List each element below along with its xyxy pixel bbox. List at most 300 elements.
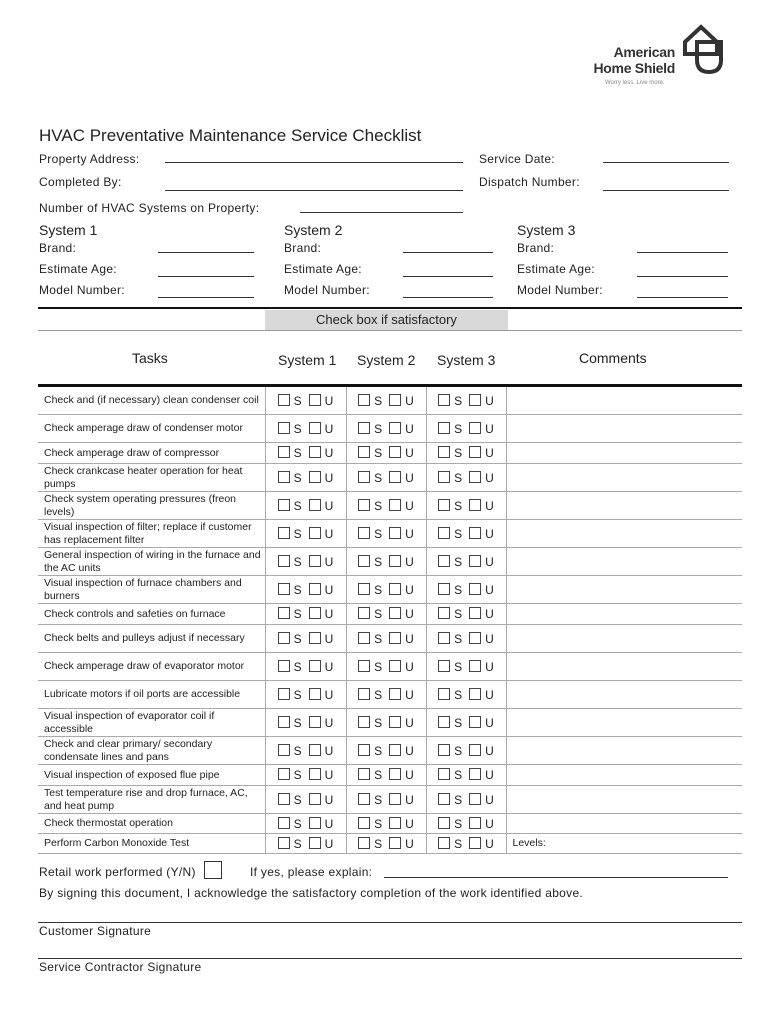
satisfactory-checkbox[interactable] [438, 837, 450, 849]
s-label: S [293, 607, 302, 621]
u-label: U [324, 659, 334, 674]
u-label: U [405, 446, 414, 460]
satisfactory-checkbox[interactable] [438, 817, 450, 829]
s-label: S [374, 743, 383, 758]
system2-model-label: Model Number: [284, 283, 370, 297]
customer-signature-line[interactable] [38, 922, 742, 923]
u-label: U [485, 659, 494, 674]
comment-cell[interactable] [506, 576, 742, 604]
satisfactory-checkbox[interactable] [358, 744, 370, 756]
unsatisfactory-checkbox[interactable] [389, 471, 401, 483]
system3-status-cell [426, 576, 506, 604]
unsatisfactory-checkbox[interactable] [469, 471, 481, 483]
s-label: S [374, 421, 383, 436]
u-label: U [324, 836, 334, 851]
unsatisfactory-checkbox[interactable] [309, 527, 321, 539]
satisfactory-checkbox[interactable] [278, 768, 290, 780]
unsatisfactory-checkbox[interactable] [309, 744, 321, 756]
system3-age-field[interactable] [637, 276, 728, 277]
unsatisfactory-checkbox[interactable] [309, 688, 321, 700]
unsatisfactory-checkbox[interactable] [389, 422, 401, 434]
system3-status-cell [426, 681, 506, 709]
u-label: U [324, 816, 334, 831]
house-shield-icon [681, 24, 727, 76]
satisfactory-checkbox[interactable] [438, 499, 450, 511]
satisfactory-checkbox[interactable] [438, 632, 450, 644]
u-label: U [405, 582, 414, 597]
u-label: U [324, 498, 334, 513]
comment-cell[interactable] [506, 492, 742, 520]
system1-status-cell [265, 386, 346, 415]
system1-status-cell [265, 765, 346, 786]
satisfactory-checkbox[interactable] [438, 768, 450, 780]
unsatisfactory-checkbox[interactable] [309, 768, 321, 780]
system1-status-cell [265, 834, 346, 854]
service-date-field[interactable] [603, 162, 729, 163]
comment-cell[interactable] [506, 786, 742, 814]
satisfactory-checkbox[interactable] [358, 555, 370, 567]
satisfactory-checkbox[interactable] [438, 688, 450, 700]
u-label: U [485, 792, 494, 807]
unsatisfactory-checkbox[interactable] [389, 446, 401, 458]
system3-heading: System 3 [517, 222, 576, 238]
satisfactory-checkbox[interactable] [278, 499, 290, 511]
satisfactory-checkbox[interactable] [278, 394, 290, 406]
unsatisfactory-checkbox[interactable] [309, 394, 321, 406]
unsatisfactory-checkbox[interactable] [309, 716, 321, 728]
satisfactory-checkbox[interactable] [278, 471, 290, 483]
unsatisfactory-checkbox[interactable] [469, 793, 481, 805]
satisfactory-checkbox[interactable] [358, 768, 370, 780]
unsatisfactory-checkbox[interactable] [309, 583, 321, 595]
system1-status-cell [265, 415, 346, 443]
company-logo [575, 24, 735, 94]
comment-cell[interactable] [506, 709, 742, 737]
system2-status-cell [346, 548, 426, 576]
satisfactory-checkbox[interactable] [278, 632, 290, 644]
acknowledgement-text: By signing this document, I acknowledge the satisfactory completion of the work identified above. [39, 886, 584, 900]
system3-model-field[interactable] [637, 297, 728, 298]
satisfactory-checkbox[interactable] [438, 716, 450, 728]
s-label: S [374, 715, 383, 730]
satisfactory-checkbox[interactable] [358, 660, 370, 672]
system3-status-cell [426, 653, 506, 681]
divider [38, 307, 742, 309]
u-label: U [405, 554, 414, 569]
satisfactory-checkbox[interactable] [438, 555, 450, 567]
system1-status-cell [265, 548, 346, 576]
table-row [38, 709, 742, 737]
system2-status-cell [346, 443, 426, 464]
u-label: U [405, 607, 414, 621]
system2-status-cell [346, 625, 426, 653]
comment-cell[interactable] [506, 765, 742, 786]
system1-status-cell [265, 492, 346, 520]
system3-status-cell [426, 443, 506, 464]
unsatisfactory-checkbox[interactable] [389, 555, 401, 567]
tasks-header: Tasks [132, 350, 168, 366]
s-label: S [454, 498, 463, 513]
unsatisfactory-checkbox[interactable] [469, 394, 481, 406]
property-address-field[interactable] [165, 162, 463, 163]
system3-status-cell [426, 386, 506, 415]
retail-work-label: Retail work performed (Y/N) [39, 865, 196, 879]
dispatch-number-label: Dispatch Number: [479, 175, 580, 189]
s-label: S [454, 554, 463, 569]
unsatisfactory-checkbox[interactable] [469, 817, 481, 829]
table-row [38, 415, 742, 443]
system1-model-field[interactable] [158, 297, 254, 298]
unsatisfactory-checkbox[interactable] [469, 446, 481, 458]
task-label: Check amperage draw of compressor [38, 443, 265, 464]
unsatisfactory-checkbox[interactable] [469, 632, 481, 644]
table-row [38, 625, 742, 653]
u-label: U [405, 421, 414, 436]
table-row [38, 786, 742, 814]
check-box-banner: Check box if satisfactory [265, 310, 508, 330]
s-label: S [374, 554, 383, 569]
s-label: S [374, 836, 383, 851]
s-label: S [454, 582, 463, 597]
satisfactory-checkbox[interactable] [358, 688, 370, 700]
u-label: U [485, 526, 494, 541]
unsatisfactory-checkbox[interactable] [309, 446, 321, 458]
system2-status-cell [346, 765, 426, 786]
satisfactory-checkbox[interactable] [438, 744, 450, 756]
unsatisfactory-checkbox[interactable] [469, 716, 481, 728]
footer [38, 854, 742, 984]
unsatisfactory-checkbox[interactable] [469, 768, 481, 780]
system2-status-cell [346, 464, 426, 492]
unsatisfactory-checkbox[interactable] [469, 607, 481, 619]
divider [38, 330, 742, 331]
task-label: Check amperage draw of condenser motor [38, 415, 265, 443]
system3-brand-field[interactable] [637, 252, 728, 253]
comment-cell[interactable] [506, 681, 742, 709]
table-row [38, 576, 742, 604]
s-label: S [454, 470, 463, 485]
satisfactory-checkbox[interactable] [278, 817, 290, 829]
unsatisfactory-checkbox[interactable] [309, 793, 321, 805]
s-label: S [454, 659, 463, 674]
satisfactory-checkbox[interactable] [278, 793, 290, 805]
explain-field[interactable] [384, 877, 728, 878]
system2-brand-label: Brand: [284, 241, 322, 255]
satisfactory-checkbox[interactable] [358, 607, 370, 619]
comment-cell[interactable] [506, 415, 742, 443]
unsatisfactory-checkbox[interactable] [469, 744, 481, 756]
unsatisfactory-checkbox[interactable] [389, 527, 401, 539]
satisfactory-checkbox[interactable] [358, 527, 370, 539]
s-label: S [374, 393, 383, 408]
s-label: S [374, 631, 383, 646]
retail-work-checkbox[interactable] [204, 861, 222, 879]
unsatisfactory-checkbox[interactable] [469, 527, 481, 539]
task-label: Check and (if necessary) clean condenser coil [38, 386, 265, 415]
comment-cell[interactable] [506, 625, 742, 653]
unsatisfactory-checkbox[interactable] [309, 499, 321, 511]
system3-status-cell [426, 737, 506, 765]
u-label: U [324, 687, 334, 702]
unsatisfactory-checkbox[interactable] [389, 583, 401, 595]
system2-age-field[interactable] [403, 276, 493, 277]
u-label: U [324, 631, 334, 646]
s-label: S [454, 768, 463, 782]
satisfactory-checkbox[interactable] [278, 837, 290, 849]
comments-header: Comments [579, 350, 647, 366]
table-row [38, 443, 742, 464]
num-systems-field[interactable] [300, 212, 463, 213]
u-label: U [405, 792, 414, 807]
task-label: Visual inspection of exposed flue pipe [38, 765, 265, 786]
unsatisfactory-checkbox[interactable] [469, 688, 481, 700]
satisfactory-checkbox[interactable] [358, 793, 370, 805]
table-row [38, 492, 742, 520]
u-label: U [324, 743, 334, 758]
s-label: S [374, 526, 383, 541]
unsatisfactory-checkbox[interactable] [469, 660, 481, 672]
unsatisfactory-checkbox[interactable] [469, 837, 481, 849]
s-label: S [454, 687, 463, 702]
table-row [38, 548, 742, 576]
comment-cell[interactable] [506, 814, 742, 834]
u-label: U [324, 582, 334, 597]
logo-line1: American [613, 44, 675, 60]
system2-status-cell [346, 604, 426, 625]
satisfactory-checkbox[interactable] [278, 422, 290, 434]
system1-heading: System 1 [39, 222, 98, 238]
unsatisfactory-checkbox[interactable] [389, 660, 401, 672]
satisfactory-checkbox[interactable] [278, 446, 290, 458]
table-row [38, 604, 742, 625]
unsatisfactory-checkbox[interactable] [389, 793, 401, 805]
checklist-and-footer [38, 384, 742, 984]
unsatisfactory-checkbox[interactable] [389, 837, 401, 849]
task-label: Check belts and pulleys adjust if necessary [38, 625, 265, 653]
u-label: U [405, 526, 414, 541]
satisfactory-checkbox[interactable] [438, 394, 450, 406]
unsatisfactory-checkbox[interactable] [389, 768, 401, 780]
task-label: Test temperature rise and drop furnace, AC, and heat pump [38, 786, 265, 814]
unsatisfactory-checkbox[interactable] [309, 555, 321, 567]
s-label: S [293, 715, 302, 730]
satisfactory-checkbox[interactable] [358, 837, 370, 849]
u-label: U [405, 687, 414, 702]
satisfactory-checkbox[interactable] [358, 716, 370, 728]
system1-status-cell [265, 604, 346, 625]
satisfactory-checkbox[interactable] [358, 471, 370, 483]
unsatisfactory-checkbox[interactable] [309, 660, 321, 672]
system2-heading: System 2 [284, 222, 343, 238]
system3-status-cell [426, 604, 506, 625]
system2-status-cell [346, 814, 426, 834]
comment-cell[interactable] [506, 464, 742, 492]
unsatisfactory-checkbox[interactable] [469, 422, 481, 434]
system3-status-cell [426, 548, 506, 576]
system1-status-cell [265, 625, 346, 653]
s-label: S [293, 470, 302, 485]
s-label: S [293, 659, 302, 674]
satisfactory-checkbox[interactable] [438, 607, 450, 619]
table-row [38, 464, 742, 492]
u-label: U [324, 446, 334, 460]
unsatisfactory-checkbox[interactable] [469, 499, 481, 511]
u-label: U [405, 816, 414, 831]
s-label: S [374, 607, 383, 621]
s-label: S [374, 687, 383, 702]
u-label: U [324, 768, 334, 782]
s-label: S [454, 421, 463, 436]
dispatch-number-field[interactable] [603, 190, 729, 191]
unsatisfactory-checkbox[interactable] [309, 422, 321, 434]
satisfactory-checkbox[interactable] [278, 744, 290, 756]
satisfactory-checkbox[interactable] [358, 583, 370, 595]
u-label: U [324, 421, 334, 436]
u-label: U [485, 470, 494, 485]
system2-brand-field[interactable] [403, 252, 493, 253]
unsatisfactory-checkbox[interactable] [309, 471, 321, 483]
s-label: S [454, 446, 463, 460]
satisfactory-checkbox[interactable] [358, 817, 370, 829]
u-label: U [485, 446, 494, 460]
u-label: U [405, 498, 414, 513]
comment-cell[interactable] [506, 548, 742, 576]
u-label: U [485, 715, 494, 730]
u-label: U [485, 631, 494, 646]
u-label: U [485, 687, 494, 702]
comment-cell[interactable] [506, 737, 742, 765]
task-label: Visual inspection of furnace chambers and burners [38, 576, 265, 604]
unsatisfactory-checkbox[interactable] [389, 817, 401, 829]
satisfactory-checkbox[interactable] [438, 471, 450, 483]
comment-cell[interactable] [506, 386, 742, 415]
u-label: U [324, 393, 334, 408]
satisfactory-checkbox[interactable] [358, 446, 370, 458]
system2-status-cell [346, 520, 426, 548]
satisfactory-checkbox[interactable] [358, 499, 370, 511]
unsatisfactory-checkbox[interactable] [309, 837, 321, 849]
u-label: U [405, 743, 414, 758]
satisfactory-checkbox[interactable] [278, 527, 290, 539]
s-label: S [293, 687, 302, 702]
task-label: Check and clear primary/ secondary condensate lines and pans [38, 737, 265, 765]
comment-cell[interactable] [506, 520, 742, 548]
s-label: S [293, 554, 302, 569]
system1-status-cell [265, 814, 346, 834]
system2-status-cell [346, 681, 426, 709]
satisfactory-checkbox[interactable] [278, 555, 290, 567]
unsatisfactory-checkbox[interactable] [309, 632, 321, 644]
satisfactory-checkbox[interactable] [438, 446, 450, 458]
u-label: U [324, 607, 334, 621]
s-label: S [454, 743, 463, 758]
satisfactory-checkbox[interactable] [278, 660, 290, 672]
satisfactory-checkbox[interactable] [438, 793, 450, 805]
satisfactory-checkbox[interactable] [438, 660, 450, 672]
unsatisfactory-checkbox[interactable] [469, 583, 481, 595]
s-label: S [293, 498, 302, 513]
explain-label: If yes, please explain: [250, 865, 373, 879]
s-label: S [454, 836, 463, 851]
u-label: U [485, 498, 494, 513]
task-label: Lubricate motors if oil ports are accessible [38, 681, 265, 709]
comment-cell[interactable] [506, 443, 742, 464]
unsatisfactory-checkbox[interactable] [389, 716, 401, 728]
system1-brand-label: Brand: [39, 241, 77, 255]
system1-model-label: Model Number: [39, 283, 125, 297]
u-label: U [324, 792, 334, 807]
satisfactory-checkbox[interactable] [438, 583, 450, 595]
task-label: Check controls and safeties on furnace [38, 604, 265, 625]
task-label: General inspection of wiring in the furnace and the AC units [38, 548, 265, 576]
completed-by-field[interactable] [165, 190, 463, 191]
s-label: S [374, 498, 383, 513]
unsatisfactory-checkbox[interactable] [389, 632, 401, 644]
system2-status-cell [346, 786, 426, 814]
s-label: S [293, 836, 302, 851]
num-systems-label: Number of HVAC Systems on Property: [39, 201, 260, 215]
s-label: S [293, 526, 302, 541]
service-date-label: Service Date: [479, 152, 555, 166]
s-label: S [454, 715, 463, 730]
unsatisfactory-checkbox[interactable] [469, 555, 481, 567]
unsatisfactory-checkbox[interactable] [309, 817, 321, 829]
contractor-signature-line[interactable] [38, 958, 742, 959]
unsatisfactory-checkbox[interactable] [389, 607, 401, 619]
s-label: S [293, 393, 302, 408]
satisfactory-checkbox[interactable] [358, 632, 370, 644]
satisfactory-checkbox[interactable] [438, 527, 450, 539]
system1-brand-field[interactable] [158, 252, 254, 253]
system3-status-cell [426, 765, 506, 786]
system3-status-cell [426, 464, 506, 492]
satisfactory-checkbox[interactable] [278, 583, 290, 595]
system2-status-cell [346, 492, 426, 520]
unsatisfactory-checkbox[interactable] [389, 499, 401, 511]
s-label: S [374, 659, 383, 674]
task-label: Visual inspection of filter; replace if customer has replacement filter [38, 520, 265, 548]
satisfactory-checkbox[interactable] [278, 607, 290, 619]
u-label: U [485, 393, 494, 408]
satisfactory-checkbox[interactable] [358, 394, 370, 406]
s-label: S [374, 582, 383, 597]
system3-header: System 3 [437, 352, 496, 368]
system1-age-field[interactable] [158, 276, 254, 277]
system1-status-cell [265, 786, 346, 814]
unsatisfactory-checkbox[interactable] [389, 744, 401, 756]
s-label: S [293, 421, 302, 436]
satisfactory-checkbox[interactable] [438, 422, 450, 434]
s-label: S [454, 526, 463, 541]
comment-cell[interactable] [506, 653, 742, 681]
s-label: S [454, 792, 463, 807]
unsatisfactory-checkbox[interactable] [309, 607, 321, 619]
unsatisfactory-checkbox[interactable] [389, 688, 401, 700]
satisfactory-checkbox[interactable] [278, 716, 290, 728]
satisfactory-checkbox[interactable] [358, 422, 370, 434]
s-label: S [293, 631, 302, 646]
satisfactory-checkbox[interactable] [278, 688, 290, 700]
s-label: S [374, 470, 383, 485]
table-row [38, 737, 742, 765]
task-label: Check amperage draw of evaporator motor [38, 653, 265, 681]
system2-model-field[interactable] [403, 297, 493, 298]
unsatisfactory-checkbox[interactable] [389, 394, 401, 406]
comment-cell[interactable]: Levels: [506, 834, 742, 854]
customer-signature-label: Customer Signature [39, 924, 152, 938]
comment-cell[interactable] [506, 604, 742, 625]
system2-status-cell [346, 653, 426, 681]
